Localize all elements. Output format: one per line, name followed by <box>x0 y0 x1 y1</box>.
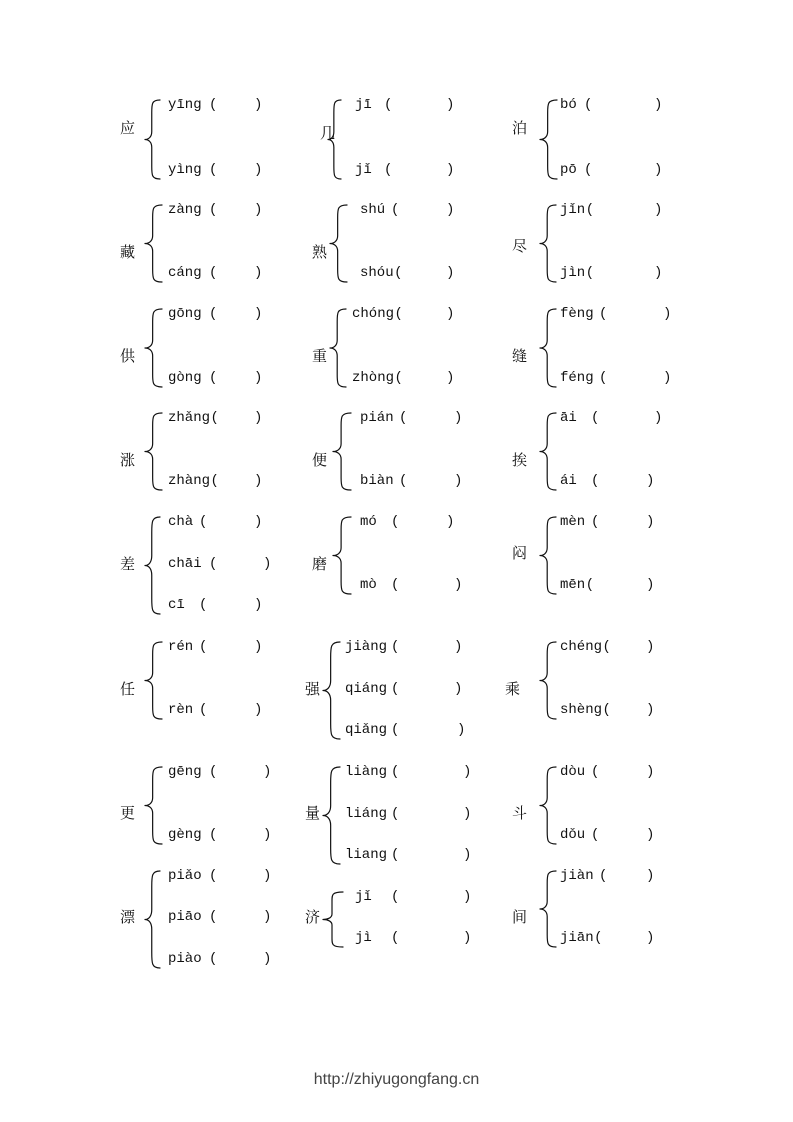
answer-blank-close-paren: ) <box>646 764 655 780</box>
pinyin: chéng <box>560 639 603 655</box>
pinyin: jī <box>355 97 372 113</box>
pinyin: chà <box>168 514 194 530</box>
brace-icon <box>327 99 342 180</box>
character: 斗 <box>512 804 528 822</box>
pinyin: dòu <box>560 764 586 780</box>
answer-blank <box>217 96 254 114</box>
answer-blank-close-paren: ) <box>646 702 655 718</box>
answer-blank <box>217 369 254 387</box>
answer-blank-close-paren: ) <box>454 681 463 697</box>
brace-stroke <box>540 205 556 282</box>
answer-blank <box>217 201 254 219</box>
answer-blank <box>592 96 654 114</box>
answer-blank-close-paren: ) <box>663 306 672 322</box>
answer-blank-open-paren: ( <box>384 162 393 178</box>
answer-blank-close-paren: ) <box>654 97 663 113</box>
brace-icon <box>144 516 161 615</box>
pinyin: rén <box>168 639 194 655</box>
pinyin: mó <box>360 514 377 530</box>
brace-stroke <box>145 767 162 844</box>
pinyin: jǐ <box>355 162 372 178</box>
answer-blank-close-paren: ) <box>463 806 472 822</box>
brace-stroke <box>145 413 162 490</box>
answer-blank-open-paren: ( <box>209 370 218 386</box>
answer-blank <box>399 888 463 906</box>
answer-blank-open-paren: ( <box>209 97 218 113</box>
pinyin: dǒu <box>560 827 586 843</box>
pinyin: zàng <box>168 202 202 218</box>
answer-blank-open-paren: ( <box>599 370 608 386</box>
brace-icon <box>144 766 163 845</box>
answer-blank-open-paren: ( <box>602 639 611 655</box>
character: 任 <box>120 680 136 698</box>
answer-blank-open-paren: ( <box>394 370 403 386</box>
brace-stroke <box>540 871 556 947</box>
brace-stroke <box>540 642 556 719</box>
pinyin: chóng <box>352 306 395 322</box>
answer-blank-close-paren: ) <box>254 202 263 218</box>
answer-blank <box>217 555 263 573</box>
answer-blank-open-paren: ( <box>585 202 595 218</box>
answer-blank-close-paren: ) <box>454 639 463 655</box>
answer-blank <box>399 680 454 698</box>
brace-stroke <box>145 642 162 719</box>
pinyin: gēng <box>168 764 202 780</box>
answer-blank-open-paren: ( <box>209 162 218 178</box>
character: 漂 <box>120 908 136 926</box>
pinyin: yīng <box>168 97 202 113</box>
answer-blank-open-paren: ( <box>585 265 595 281</box>
brace-icon <box>332 516 352 595</box>
character: 济 <box>305 908 321 926</box>
answer-blank-close-paren: ) <box>646 868 655 884</box>
answer-blank <box>207 596 254 614</box>
answer-blank <box>219 409 254 427</box>
answer-blank-open-paren: ( <box>394 265 403 281</box>
pinyin: jiàn <box>560 868 594 884</box>
brace-icon <box>332 412 352 491</box>
character: 便 <box>312 451 328 469</box>
answer-blank-close-paren: ) <box>654 202 663 218</box>
character: 藏 <box>120 243 136 261</box>
answer-blank-open-paren: ( <box>391 577 400 593</box>
answer-blank-close-paren: ) <box>263 951 272 967</box>
answer-blank-close-paren: ) <box>254 514 263 530</box>
pinyin: jiàng <box>345 639 388 655</box>
brace-icon <box>539 870 557 948</box>
answer-blank <box>611 701 646 719</box>
answer-blank-open-paren: ( <box>591 764 600 780</box>
brace-stroke <box>145 517 160 614</box>
brace-stroke <box>540 413 556 490</box>
character: 闷 <box>512 544 528 562</box>
answer-blank-open-paren: ( <box>199 639 208 655</box>
answer-blank <box>607 369 663 387</box>
character: 量 <box>305 804 321 822</box>
answer-blank-open-paren: ( <box>591 473 600 489</box>
pinyin: jǐ <box>355 889 372 905</box>
pinyin: shóu <box>360 265 394 281</box>
pinyin: yìng <box>168 162 202 178</box>
answer-blank-close-paren: ) <box>263 764 272 780</box>
answer-blank <box>399 929 463 947</box>
answer-blank-close-paren: ) <box>646 639 655 655</box>
brace-icon <box>144 870 161 969</box>
pinyin: piāo <box>168 909 202 925</box>
answer-blank-close-paren: ) <box>446 306 455 322</box>
answer-blank-close-paren: ) <box>654 162 663 178</box>
answer-blank-close-paren: ) <box>646 577 655 593</box>
pinyin: zhǎng <box>168 410 211 426</box>
answer-blank-open-paren: ( <box>399 410 408 426</box>
answer-blank-close-paren: ) <box>263 909 272 925</box>
character: 尽 <box>512 237 528 255</box>
pinyin: pō <box>560 162 577 178</box>
character: 间 <box>512 908 528 926</box>
brace-icon <box>539 412 557 491</box>
answer-blank-close-paren: ) <box>446 265 455 281</box>
answer-blank <box>407 409 454 427</box>
answer-blank <box>599 826 646 844</box>
pinyin: piǎo <box>168 868 202 884</box>
answer-blank-close-paren: ) <box>446 202 455 218</box>
brace-icon <box>144 412 163 491</box>
answer-blank <box>392 161 446 179</box>
answer-blank-close-paren: ) <box>254 306 263 322</box>
brace-stroke <box>540 309 556 387</box>
pinyin: féng <box>560 370 594 386</box>
answer-blank <box>407 472 454 490</box>
answer-blank-close-paren: ) <box>254 162 263 178</box>
answer-blank-open-paren: ( <box>209 868 218 884</box>
character: 缝 <box>512 347 528 365</box>
pinyin: ái <box>560 473 577 489</box>
answer-blank-open-paren: ( <box>209 556 218 572</box>
answer-blank-close-paren: ) <box>263 827 272 843</box>
answer-blank-open-paren: ( <box>591 827 600 843</box>
pinyin: pián <box>360 410 394 426</box>
answer-blank <box>607 867 646 885</box>
answer-blank <box>594 576 646 594</box>
pinyin: jiān <box>560 930 594 946</box>
pinyin: qiǎng <box>345 722 388 738</box>
brace-stroke <box>330 309 346 387</box>
pinyin: liáng <box>345 806 388 822</box>
brace-icon <box>322 891 344 948</box>
answer-blank-open-paren: ( <box>199 702 208 718</box>
answer-blank-open-paren: ( <box>209 827 218 843</box>
character: 应 <box>120 119 136 137</box>
answer-blank <box>217 867 263 885</box>
answer-blank <box>217 908 263 926</box>
answer-blank <box>207 513 254 531</box>
brace-stroke <box>323 767 340 864</box>
answer-blank <box>207 638 254 656</box>
character: 差 <box>120 555 136 573</box>
answer-blank-close-paren: ) <box>457 722 466 738</box>
pinyin: mēn <box>560 577 586 593</box>
brace-icon <box>144 641 163 720</box>
brace-icon <box>322 766 341 865</box>
answer-blank-close-paren: ) <box>263 556 272 572</box>
answer-blank <box>217 305 254 323</box>
pinyin: cī <box>168 597 185 613</box>
answer-blank-open-paren: ( <box>391 639 400 655</box>
answer-blank-open-paren: ( <box>209 306 218 322</box>
answer-blank-close-paren: ) <box>263 868 272 884</box>
answer-blank <box>399 805 463 823</box>
answer-blank <box>594 264 654 282</box>
brace-stroke <box>333 517 351 594</box>
answer-blank-close-paren: ) <box>646 827 655 843</box>
answer-blank <box>592 161 654 179</box>
answer-blank-open-paren: ( <box>210 473 219 489</box>
answer-blank <box>399 721 457 739</box>
answer-blank-open-paren: ( <box>209 265 218 281</box>
answer-blank-close-paren: ) <box>254 265 263 281</box>
answer-blank-open-paren: ( <box>209 951 218 967</box>
pinyin: shèng <box>560 702 603 718</box>
answer-blank <box>403 369 446 387</box>
brace-icon <box>329 204 348 283</box>
answer-blank <box>594 201 654 219</box>
answer-blank <box>219 472 254 490</box>
character: 泊 <box>512 119 528 137</box>
brace-stroke <box>328 100 341 179</box>
answer-blank-close-paren: ) <box>654 265 663 281</box>
character: 更 <box>120 804 136 822</box>
answer-blank-close-paren: ) <box>454 410 463 426</box>
answer-blank <box>217 161 254 179</box>
character: 几 <box>320 124 336 142</box>
answer-blank-close-paren: ) <box>663 370 672 386</box>
answer-blank-open-paren: ( <box>591 514 600 530</box>
answer-blank <box>217 826 263 844</box>
answer-blank <box>392 96 446 114</box>
character: 挨 <box>512 451 528 469</box>
character: 涨 <box>120 451 136 469</box>
answer-blank-close-paren: ) <box>646 930 655 946</box>
answer-blank-close-paren: ) <box>254 702 263 718</box>
answer-blank <box>611 638 646 656</box>
brace-stroke <box>333 413 351 490</box>
pinyin: gòng <box>168 370 202 386</box>
pinyin: jìn <box>560 265 586 281</box>
answer-blank <box>403 305 446 323</box>
answer-blank-close-paren: ) <box>463 889 472 905</box>
answer-blank-open-paren: ( <box>391 764 400 780</box>
pinyin: zhòng <box>352 370 395 386</box>
brace-stroke <box>540 100 557 179</box>
answer-blank-open-paren: ( <box>391 930 400 946</box>
brace-stroke <box>540 517 556 594</box>
answer-blank-open-paren: ( <box>391 514 400 530</box>
pinyin: fèng <box>560 306 594 322</box>
answer-blank-close-paren: ) <box>646 473 655 489</box>
pinyin: zhàng <box>168 473 211 489</box>
brace-icon <box>539 308 557 388</box>
brace-stroke <box>145 871 160 968</box>
brace-icon <box>329 308 347 388</box>
brace-stroke <box>330 205 347 282</box>
pinyin: bó <box>560 97 577 113</box>
answer-blank <box>599 513 646 531</box>
answer-blank-close-paren: ) <box>654 410 663 426</box>
pinyin: rèn <box>168 702 194 718</box>
pinyin: liang <box>345 847 388 863</box>
answer-blank <box>399 846 463 864</box>
pinyin: liàng <box>345 764 388 780</box>
answer-blank <box>217 264 254 282</box>
answer-blank <box>217 763 263 781</box>
character: 重 <box>312 347 328 365</box>
answer-blank-close-paren: ) <box>446 514 455 530</box>
answer-blank-close-paren: ) <box>463 847 472 863</box>
character: 熟 <box>312 243 328 261</box>
pinyin: jì <box>355 930 372 946</box>
answer-blank-close-paren: ) <box>454 577 463 593</box>
answer-blank-close-paren: ) <box>446 162 455 178</box>
answer-blank-open-paren: ( <box>391 806 400 822</box>
answer-blank-open-paren: ( <box>391 202 400 218</box>
answer-blank <box>603 929 647 947</box>
answer-blank-close-paren: ) <box>463 764 472 780</box>
brace-icon <box>144 99 161 180</box>
answer-blank-open-paren: ( <box>584 97 593 113</box>
pinyin: jǐn <box>560 202 586 218</box>
answer-blank-open-paren: ( <box>210 410 219 426</box>
pinyin: gèng <box>168 827 202 843</box>
answer-blank-open-paren: ( <box>599 868 608 884</box>
answer-blank-open-paren: ( <box>199 514 208 530</box>
answer-blank-close-paren: ) <box>646 514 655 530</box>
brace-stroke <box>145 100 160 179</box>
answer-blank <box>599 409 654 427</box>
character: 磨 <box>312 555 328 573</box>
pinyin: mèn <box>560 514 586 530</box>
pinyin: biàn <box>360 473 394 489</box>
answer-blank-close-paren: ) <box>454 473 463 489</box>
answer-blank-close-paren: ) <box>254 639 263 655</box>
answer-blank <box>599 472 646 490</box>
brace-stroke <box>323 892 343 947</box>
answer-blank-open-paren: ( <box>594 930 603 946</box>
answer-blank <box>399 763 463 781</box>
answer-blank-open-paren: ( <box>584 162 593 178</box>
answer-blank-open-paren: ( <box>591 410 600 426</box>
brace-stroke <box>145 205 162 282</box>
answer-blank-close-paren: ) <box>254 597 263 613</box>
brace-icon <box>539 516 557 595</box>
brace-stroke <box>145 309 162 387</box>
pinyin: cáng <box>168 265 202 281</box>
answer-blank-open-paren: ( <box>391 722 400 738</box>
answer-blank-close-paren: ) <box>254 370 263 386</box>
answer-blank-open-paren: ( <box>209 764 218 780</box>
brace-icon <box>539 641 557 720</box>
pinyin: āi <box>560 410 577 426</box>
brace-icon <box>322 641 341 740</box>
answer-blank-open-paren: ( <box>394 306 403 322</box>
answer-blank-close-paren: ) <box>254 97 263 113</box>
brace-icon <box>144 204 163 283</box>
answer-blank <box>217 950 263 968</box>
answer-blank-open-paren: ( <box>391 681 400 697</box>
answer-blank-open-paren: ( <box>391 847 400 863</box>
pinyin: chāi <box>168 556 202 572</box>
brace-icon <box>539 766 557 845</box>
answer-blank <box>399 576 454 594</box>
answer-blank-open-paren: ( <box>391 889 400 905</box>
answer-blank-close-paren: ) <box>254 410 263 426</box>
pinyin: shú <box>360 202 386 218</box>
character: 强 <box>305 680 321 698</box>
brace-icon <box>539 204 557 283</box>
answer-blank-close-paren: ) <box>254 473 263 489</box>
pinyin: qiáng <box>345 681 388 697</box>
character: 乘 <box>505 680 521 698</box>
answer-blank <box>599 763 646 781</box>
answer-blank <box>399 513 446 531</box>
brace-icon <box>539 99 558 180</box>
character: 供 <box>120 347 136 365</box>
brace-stroke <box>323 642 340 739</box>
answer-blank-close-paren: ) <box>446 370 455 386</box>
answer-blank-open-paren: ( <box>602 702 611 718</box>
answer-blank-open-paren: ( <box>399 473 408 489</box>
answer-blank-close-paren: ) <box>463 930 472 946</box>
answer-blank-open-paren: ( <box>199 597 208 613</box>
answer-blank <box>403 264 447 282</box>
pinyin: mò <box>360 577 377 593</box>
answer-blank-open-paren: ( <box>209 202 218 218</box>
answer-blank <box>399 638 454 656</box>
brace-icon <box>144 308 163 388</box>
pinyin: piào <box>168 951 202 967</box>
answer-blank-open-paren: ( <box>585 577 595 593</box>
footer-url: http://zhiyugongfang.cn <box>313 1071 480 1088</box>
answer-blank <box>607 305 663 323</box>
answer-blank-open-paren: ( <box>599 306 608 322</box>
answer-blank <box>207 701 254 719</box>
answer-blank-open-paren: ( <box>209 909 218 925</box>
answer-blank-open-paren: ( <box>384 97 393 113</box>
answer-blank <box>399 201 446 219</box>
answer-blank-close-paren: ) <box>446 97 455 113</box>
brace-stroke <box>540 767 556 844</box>
pinyin: gōng <box>168 306 202 322</box>
